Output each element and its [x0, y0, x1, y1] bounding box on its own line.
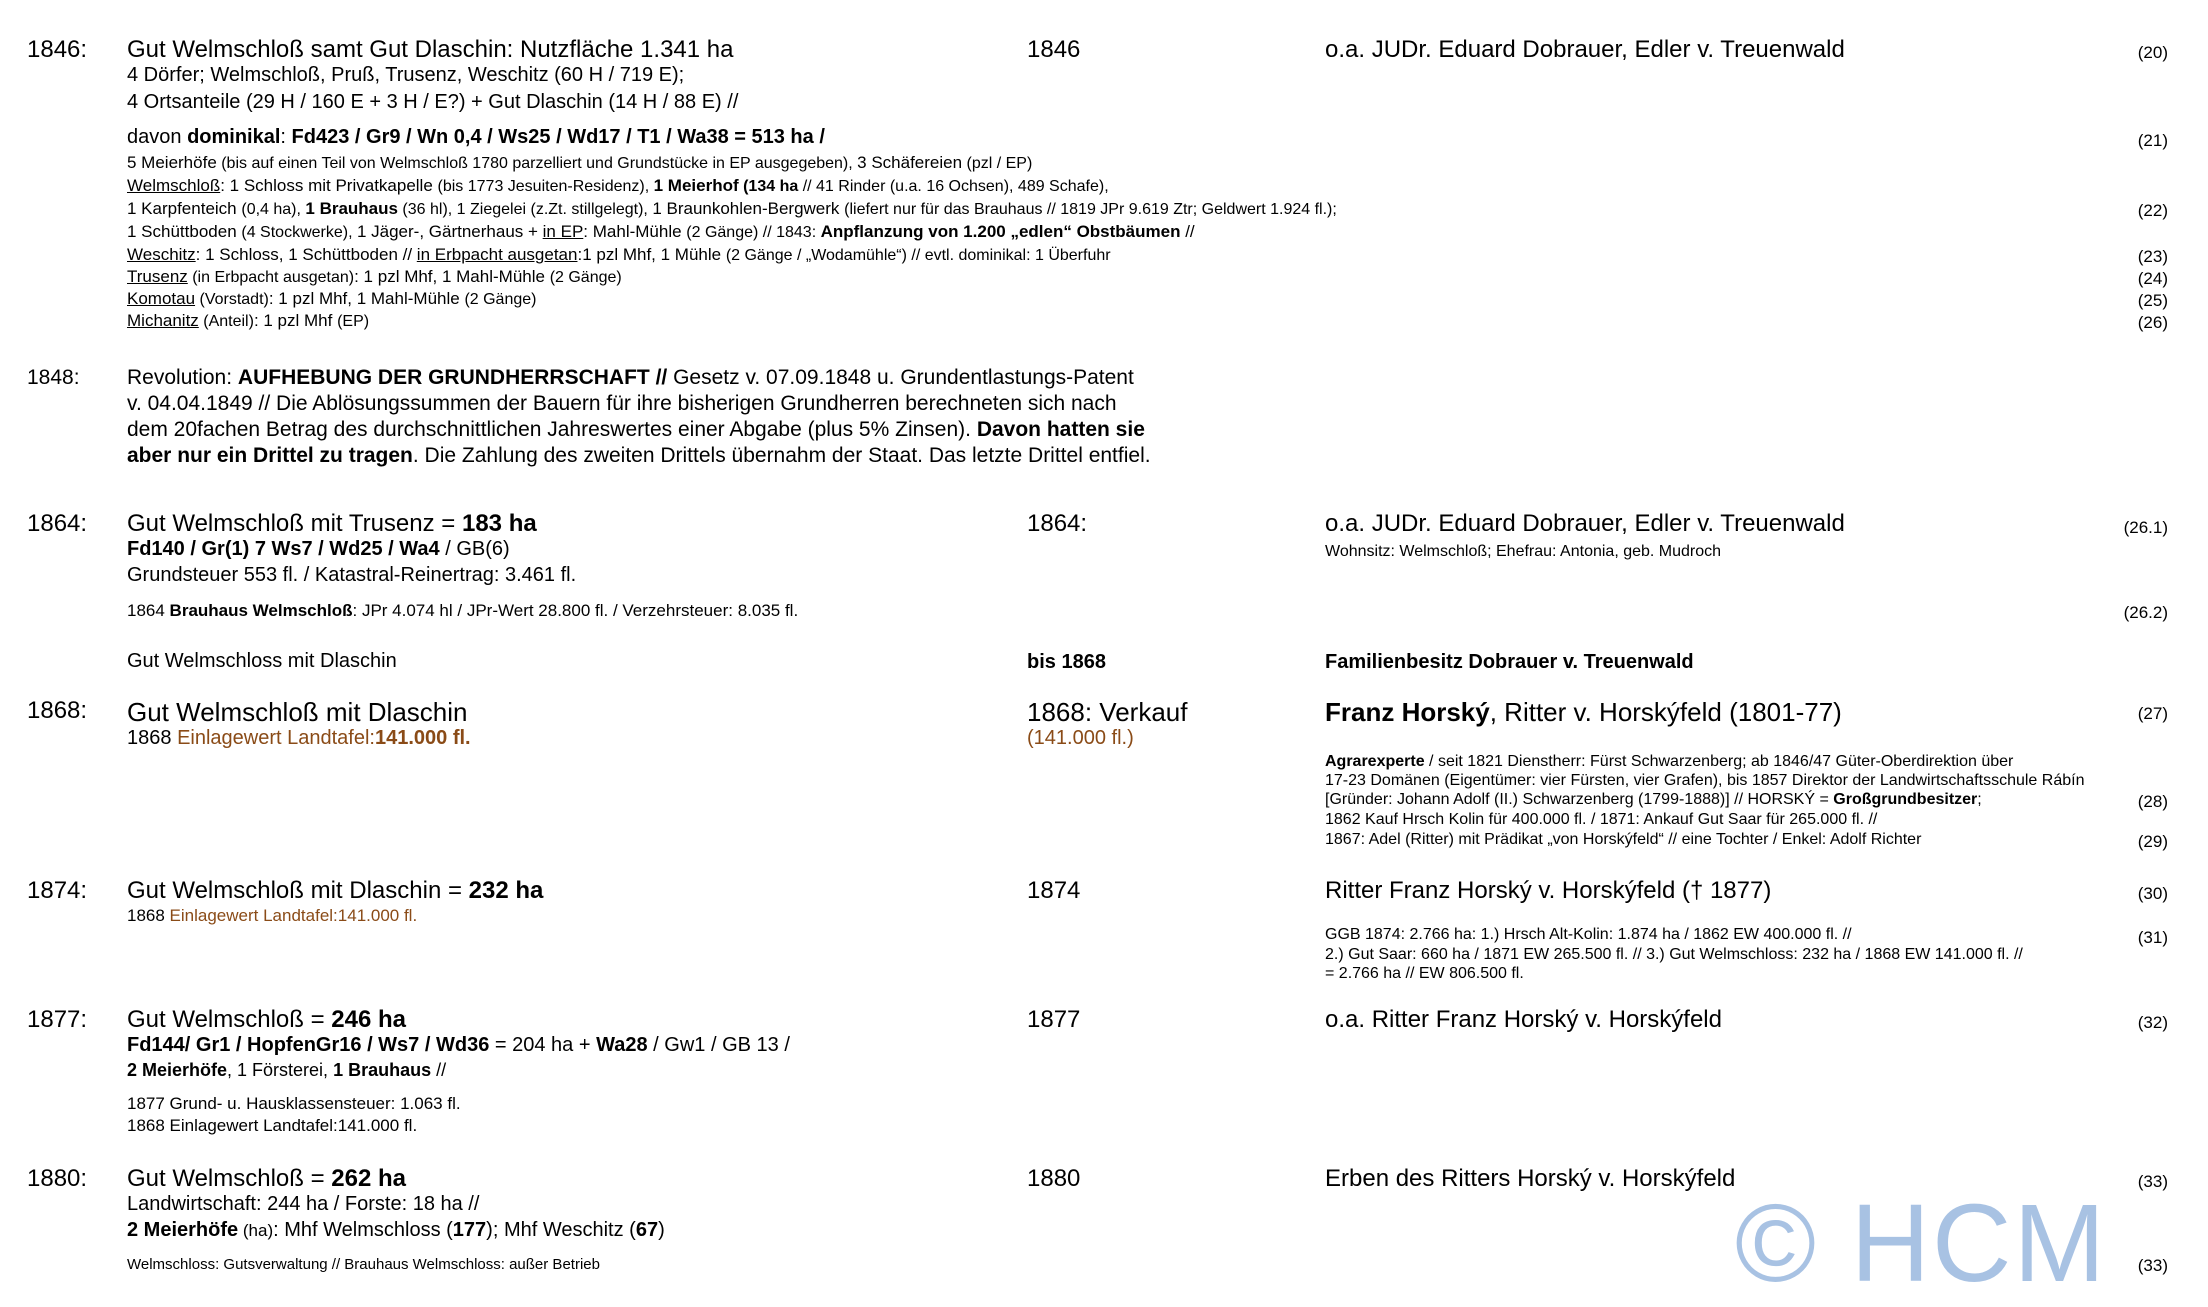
family-ownership-date: bis 1868: [1027, 651, 1106, 673]
text: 1 Braunkohlen-Bergwerk: [652, 199, 845, 218]
entry-1880-line4: Welmschloss: Gutsverwaltung // Brauhaus Welmschloss: außer Betrieb: [127, 1256, 600, 1273]
meierhoefe-line: [127, 153, 1032, 173]
text: , 1 Försterei,: [227, 1060, 334, 1080]
text: Gut Welmschloß mit Dlaschin =: [127, 877, 469, 904]
text-bold: 67: [635, 1219, 659, 1241]
footnote-ref: (32): [2137, 1013, 2168, 1032]
text-bold: 2 Meierhöfe: [127, 1219, 239, 1241]
text-bold: Anpflanzung von 1.200 „edlen“ Obstbäumen: [820, 222, 1181, 241]
entry-1880-title: [127, 1165, 406, 1193]
text-small: (2 Gänge): [464, 291, 537, 308]
place-name: Trusenz: [127, 267, 188, 286]
owner-1864: o.a. JUDr. Eduard Dobrauer, Edler v. Treuenwald: [1325, 510, 1845, 537]
footnote-ref: (26.2): [2123, 603, 2168, 622]
text: 1 Jäger-, Gärtnerhaus +: [356, 222, 543, 241]
footnote-ref: (26): [2137, 313, 2168, 332]
text: ): [658, 1219, 665, 1241]
entry-1864-line3: Grundsteuer 553 fl. / Katastral-Reinertrag: 3.461 fl.: [127, 564, 577, 586]
schuettboden-line: [127, 222, 1195, 242]
family-ownership-owner: Familienbesitz Dobrauer v. Treuenwald: [1325, 651, 1694, 673]
entry-1848-line4: [127, 444, 1151, 468]
footnote-ref: (23): [2137, 247, 2168, 266]
place-name: Michanitz: [127, 311, 199, 330]
text-bold: Fd140 / Gr(1) 7 Ws7 / Wd25 / Wa4: [127, 538, 440, 560]
entry-1880-line2: Landwirtschaft: 244 ha / Forste: 18 ha //: [127, 1193, 480, 1215]
text: / Gw1 / GB 13 /: [647, 1034, 790, 1056]
text-small: (Vorstadt): [195, 291, 269, 308]
text: / seit 1821 Dienstherr: Fürst Schwarzenberg; ab 1846/47 Güter-Oberdirektion über: [1424, 753, 2014, 770]
entry-1848-line3: [127, 418, 1145, 442]
residence-note: Wohnsitz: Welmschloß; Ehefrau: Antonia, geb. Mudroch: [1325, 543, 1722, 560]
text: :1 pzl Mhf, 1 Mühle: [577, 245, 726, 264]
horsky-bio-line4: 1862 Kauf Hrsch Kolin für 400.000 fl. / 1871: Ankauf Gut Saar für 265.000 fl. //: [1325, 811, 1878, 828]
michanitz-line: [127, 311, 369, 331]
date-1877: 1877: [1027, 1006, 1081, 1033]
text-brown: Einlagewert Landtafel:: [169, 906, 338, 925]
text: :: [280, 126, 292, 148]
place-name: Weschitz: [127, 245, 196, 264]
footnote-ref: (30): [2137, 884, 2168, 903]
text: : 1 Schloss mit Privatkapelle: [220, 176, 438, 195]
text: Gesetz v. 07.09.1848 u. Grundentlastungs-Patent: [667, 366, 1134, 389]
entry-1874-title: [127, 877, 543, 905]
footnote-ref: (21): [2137, 131, 2168, 150]
text-bold: 262 ha: [331, 1165, 406, 1192]
owner-1877: o.a. Ritter Franz Horský v. Horskýfeld: [1325, 1006, 1722, 1033]
text-bold: 1 Brauhaus: [305, 199, 398, 218]
year-1868: 1868:: [27, 697, 88, 724]
horsky-bio-line3: [1325, 791, 1982, 809]
text-bold: 1 Brauhaus: [333, 1060, 432, 1080]
text-underlined: in EP: [542, 222, 584, 241]
text: ); Mhf Weschitz (: [486, 1219, 636, 1241]
text: dem 20fachen Betrag des durchschnittlichen Jahreswertes einer Abgabe (plus 5% Zinsen).: [127, 418, 977, 441]
text-bold: 232 ha: [468, 877, 544, 904]
text-small: (pzl / EP): [962, 155, 1033, 172]
text: 1868: [127, 727, 178, 749]
text: , Ritter v. Horskýfeld (1801-77): [1489, 697, 1842, 727]
footnote-ref: (31): [2137, 928, 2168, 947]
entry-1848-line1: [127, 366, 1134, 390]
text-small: (36 hl), 1 Ziegelei: [397, 201, 531, 218]
text-bold: 183 ha: [461, 510, 537, 537]
entry-1864-line2: [127, 538, 510, 561]
footnote-ref: (25): [2137, 291, 2168, 310]
footnote-ref: (27): [2137, 704, 2168, 723]
text: : JPr 4.074 hl / JPr-Wert 28.800 fl. / Verzehrsteuer: 8.035 fl.: [352, 601, 799, 620]
footnote-ref: (28): [2137, 792, 2168, 811]
text: : 1 pzl Mhf, 1 Mahl-Mühle: [268, 289, 465, 308]
entry-1846-line3: 4 Ortsanteile (29 H / 160 E + 3 H / E?) + Gut Dlaschin (14 H / 88 E) //: [127, 91, 739, 113]
text-small: (bis auf einen Teil von Welmschloß 1780 parzelliert und Grundstücke in EP ausgegeben),: [216, 155, 858, 172]
text-underlined: in Erbpacht ausgetan: [416, 245, 578, 264]
year-1880: 1880:: [27, 1165, 88, 1192]
text-bold: Franz Horský: [1325, 697, 1490, 727]
komotau-line: [127, 289, 536, 309]
date-1880: 1880: [1027, 1165, 1081, 1192]
date-1874: 1874: [1027, 877, 1081, 904]
text-small: (EP): [337, 313, 370, 330]
owner-1880: Erben des Ritters Horský v. Horskýfeld: [1325, 1165, 1736, 1192]
text-small: (ha): [238, 1221, 274, 1240]
text: 1868: [127, 906, 170, 925]
text: / GB(6): [439, 538, 510, 560]
text-bold: Brauhaus Welmschloß: [169, 601, 353, 620]
text-small: (Anteil): [198, 313, 254, 330]
text-bold: Fd144/ Gr1 / HopfenGr16 / Ws7 / Wd36: [127, 1034, 490, 1056]
text: Gut Welmschloß =: [127, 1006, 332, 1033]
owner-1868: [1325, 697, 1842, 728]
place-name: Komotau: [127, 289, 196, 308]
weschitz-line: [127, 245, 1111, 265]
text-bold: 177: [452, 1219, 487, 1241]
text: 3 Schäfereien: [857, 153, 963, 172]
place-name: Welmschloß: [127, 176, 221, 195]
text: 5 Meierhöfe: [127, 153, 217, 172]
text: : Mahl-Mühle: [583, 222, 687, 241]
entry-1877-title: [127, 1006, 406, 1034]
footnote-ref: (20): [2137, 43, 2168, 62]
text-small: (0,4 ha),: [241, 201, 306, 218]
text: Revolution:: [127, 366, 238, 389]
footnote-ref: (22): [2137, 201, 2168, 220]
trusenz-line: [127, 267, 622, 287]
entry-1846-title: Gut Welmschloß samt Gut Dlaschin: Nutzfläche 1.341 ha: [127, 36, 734, 63]
dominikal-line: [127, 126, 825, 149]
text-small: (2 Gänge): [549, 269, 622, 286]
footnote-ref: (24): [2137, 269, 2168, 288]
text: davon: [127, 126, 188, 148]
text-bold: 2 Meierhöfe: [127, 1060, 228, 1080]
welmschloss-line: [127, 176, 1109, 196]
text-small: (4 Stockwerke),: [241, 224, 357, 241]
text-bold: 246 ha: [331, 1006, 406, 1033]
ggb-line2: 2.) Gut Saar: 660 ha / 1871 EW 265.500 fl. // 3.) Gut Welmschloss: 232 ha / 1868 EW 141.000 fl. //: [1325, 946, 2023, 963]
text-bold: 1 Meierhof: [653, 176, 739, 195]
entry-1864-line4: [127, 601, 798, 621]
date-1864: 1864:: [1027, 510, 1088, 537]
text-bold: dominikal: [187, 126, 281, 148]
footnote-ref: (29): [2137, 832, 2168, 851]
text: 1 Schüttboden: [127, 222, 242, 241]
text-small: (in Erbpacht ausgetan): [187, 269, 355, 286]
text-bold: aber nur ein Drittel zu tragen: [127, 444, 413, 467]
text-bold: Davon hatten sie: [976, 418, 1145, 441]
ggb-line1: GGB 1874: 2.766 ha: 1.) Hrsch Alt-Kolin: 1.874 ha / 1862 EW 400.000 fl. //: [1325, 926, 1852, 943]
footnote-ref: (33): [2137, 1172, 2168, 1191]
footnote-ref: (26.1): [2123, 518, 2168, 537]
footnote-ref: (33): [2137, 1256, 2168, 1275]
text: : 1 pzl Mhf: [253, 311, 338, 330]
year-1874: 1874:: [27, 877, 88, 904]
text: = 204 ha +: [489, 1034, 597, 1056]
text-bold: Großgrundbesitzer: [1833, 791, 1978, 808]
text-small: (liefert nur für das Brauhaus // 1819 JPr 9.619 Ztr; Geldwert 1.924 fl.);: [844, 201, 1337, 218]
year-1877: 1877:: [27, 1006, 88, 1033]
text-brown-bold: 141.000 fl.: [374, 727, 471, 749]
text-small: (bis 1773 Jesuiten-Residenz),: [437, 178, 654, 195]
entry-1848-line2: v. 04.04.1849 // Die Ablösungssummen der Bauern für ihre bisherigen Grundherren berechneten sich nach: [127, 392, 1117, 415]
entry-1864-title: [127, 510, 537, 538]
year-1864: 1864:: [27, 510, 88, 537]
entry-1868-line2: [127, 727, 471, 750]
entry-1877-line3: [127, 1060, 446, 1081]
text: : 1 pzl Mhf, 1 Mahl-Mühle: [354, 267, 550, 286]
year-1848: 1848:: [27, 366, 80, 389]
text-brown: Einlagewert Landtafel:: [177, 727, 375, 749]
ggb-line3: = 2.766 ha // EW 806.500 fl.: [1325, 965, 1524, 982]
text: //: [431, 1060, 447, 1080]
text: //: [1180, 222, 1195, 241]
entry-1877-line4: 1877 Grund- u. Hausklassensteuer: 1.063 fl.: [127, 1094, 461, 1113]
text: : Mhf Welmschloss (: [273, 1219, 453, 1241]
text-small: (2 Gänge / „Wodamühle“) // evtl. dominikal: 1 Überfuhr: [725, 247, 1111, 264]
entry-1877-line5: 1868 Einlagewert Landtafel:141.000 fl.: [127, 1116, 418, 1135]
text-bold: Wa28: [596, 1034, 648, 1056]
family-ownership-left: Gut Welmschloss mit Dlaschin: [127, 650, 397, 672]
sale-price: (141.000 fl.): [1027, 727, 1134, 749]
entry-1880-line3: [127, 1219, 665, 1242]
text-bold: Agrarexperte: [1325, 753, 1425, 770]
text-bold: Fd423 / Gr9 / Wn 0,4 / Ws25 / Wd17 / T1 / Wa38 = 513 ha /: [291, 126, 825, 148]
karpfenteich-line: [127, 199, 1337, 219]
date-1868: 1868: Verkauf: [1027, 697, 1188, 727]
text-small: (z.Zt. stillgelegt),: [530, 201, 653, 218]
entry-1846-line2: 4 Dörfer; Welmschloß, Pruß, Trusenz, Weschitz (60 H / 719 E);: [127, 64, 685, 86]
text-bold: AUFHEBUNG DER GRUNDHERRSCHAFT //: [237, 366, 668, 389]
text: 1864: [127, 601, 170, 620]
entry-1874-line2: [127, 906, 417, 926]
date-1846: 1846: [1027, 36, 1081, 63]
text-small: (2 Gänge) // 1843:: [686, 224, 821, 241]
text-small: // 41 Rinder (u.a. 16 Ochsen), 489 Schafe),: [798, 178, 1109, 195]
copyright-watermark: © HCM: [1735, 1182, 2108, 1305]
text: . Die Zahlung des zweiten Drittels übernahm der Staat. Das letzte Drittel entfiel.: [412, 444, 1151, 467]
owner-1846: o.a. JUDr. Eduard Dobrauer, Edler v. Treuenwald: [1325, 36, 1845, 63]
horsky-bio-line1: [1325, 753, 2013, 771]
text: Gut Welmschloß =: [127, 1165, 332, 1192]
year-1846: 1846:: [27, 36, 88, 63]
text: [Gründer: Johann Adolf (II.) Schwarzenberg (1799-1888)] // HORSKÝ =: [1325, 791, 1834, 808]
entry-1868-title: Gut Welmschloß mit Dlaschin: [127, 697, 468, 727]
horsky-bio-line2: 17-23 Domänen (Eigentümer: vier Fürsten, vier Grafen), bis 1857 Direktor der Landwirtschaftsschule Rábín: [1325, 772, 2085, 789]
entry-1877-line2: [127, 1034, 790, 1057]
owner-1874: Ritter Franz Horský v. Horskýfeld († 1877): [1325, 877, 1772, 904]
text: : 1 Schloss, 1 Schüttboden //: [195, 245, 417, 264]
text: Gut Welmschloß mit Trusenz =: [127, 510, 462, 537]
text-brown: 141.000 fl.: [337, 906, 418, 925]
text: ;: [1977, 791, 1982, 808]
text-small-bold: (134 ha: [738, 178, 799, 195]
text: 1 Karpfenteich: [127, 199, 242, 218]
horsky-bio-line5: 1867: Adel (Ritter) mit Prädikat „von Horskýfeld“ // eine Tochter / Enkel: Adolf Richter: [1325, 831, 1922, 848]
